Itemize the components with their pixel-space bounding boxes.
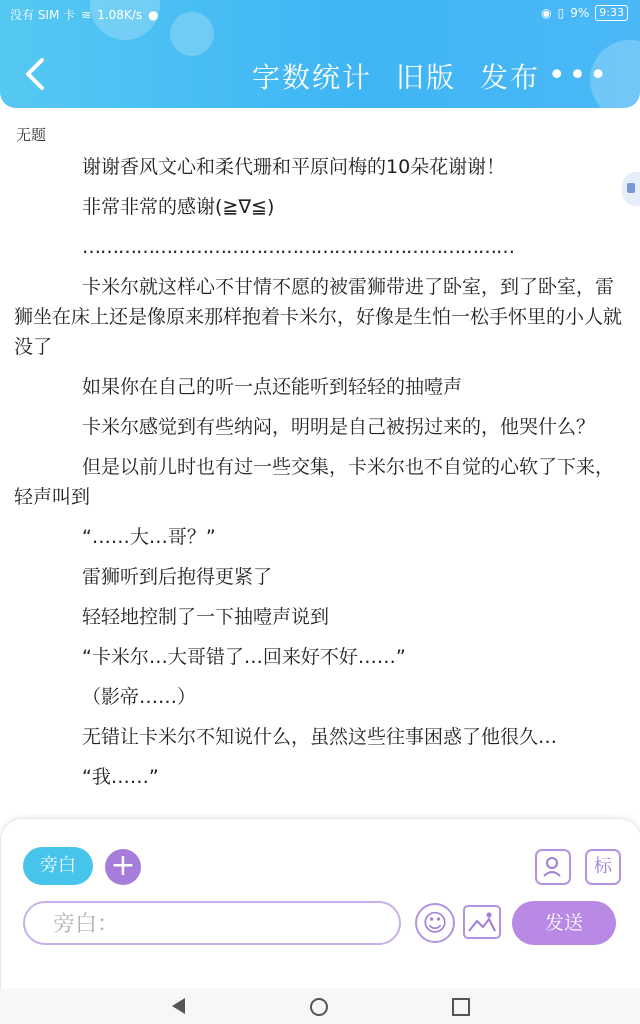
story-paragraph: 无错让卡米尔不知说什么，虽然这些往事困惑了他很久… <box>82 726 558 748</box>
send-button[interactable]: 发送 <box>512 901 616 945</box>
chevron-left-icon <box>18 54 52 94</box>
story-paragraph: 轻轻地控制了一下抽噎声说到 <box>82 606 330 628</box>
story-paragraph: 但是以前儿时也有过一些交集，卡米尔也不自觉的心软了下来，轻声叫到 <box>14 456 615 508</box>
doc-title[interactable]: 无题 <box>16 126 47 144</box>
story-paragraph: 非常非常的感谢(≧∇≦) <box>82 196 275 218</box>
nav-back-icon[interactable] <box>172 998 185 1014</box>
eye-icon: ◉ <box>541 6 552 20</box>
more-button[interactable]: ••• <box>547 58 610 93</box>
add-role-button[interactable]: + <box>105 849 141 885</box>
story-paragraph: 如果你在自己的听一点还能听到轻轻的抽噎声 <box>82 376 463 398</box>
header-actions <box>252 56 540 96</box>
story-paragraph: （影帝……） <box>82 686 197 708</box>
nav-recents-icon[interactable] <box>452 998 470 1016</box>
story-paragraph: 雷狮听到后抱得更紧了 <box>82 566 273 588</box>
narration-tag-button[interactable]: 旁白 <box>23 847 93 885</box>
story-paragraph: 卡米尔感觉到有些纳闷，明明是自己被拐过来的，他哭什么？ <box>82 416 596 438</box>
publish-button[interactable]: 发布 <box>479 61 540 94</box>
image-button[interactable] <box>463 905 501 939</box>
network-speed: 1.08K/s <box>97 7 143 22</box>
back-button[interactable] <box>18 54 52 94</box>
status-bar <box>0 0 640 26</box>
story-paragraph: 谢谢香风文心和柔代珊和平原问梅的10朵花谢谢！ <box>82 156 506 178</box>
top-header <box>0 0 640 108</box>
nav-home-icon[interactable] <box>310 998 328 1016</box>
vibrate-icon: ▯ <box>557 6 565 20</box>
composer-panel <box>0 818 640 998</box>
emoji-button[interactable]: ☺ <box>415 903 455 943</box>
word-count-button[interactable]: 字数统计 <box>251 61 372 94</box>
person-icon <box>537 851 569 883</box>
role-icon[interactable] <box>535 849 571 885</box>
story-paragraph: “卡米尔…大哥错了…回来好不好……” <box>82 646 406 668</box>
battery-time: 9:33 <box>595 5 628 21</box>
old-version-button[interactable]: 旧版 <box>395 61 456 94</box>
story-paragraph: ……………………………………………………………… <box>82 236 514 258</box>
message-input[interactable] <box>51 903 395 945</box>
mark-button[interactable]: 标 <box>585 849 621 885</box>
story-body[interactable] <box>14 152 626 802</box>
message-input-box[interactable] <box>23 901 401 945</box>
story-paragraph: “我……” <box>82 766 159 788</box>
wifi-icon: ≋ <box>81 7 92 22</box>
story-paragraph: “……大…哥？” <box>82 526 216 548</box>
story-paragraph: 卡米尔就这样心不甘情不愿的被雷狮带进了卧室，到了卧室，雷狮坐在床上还是像原来那样抱着卡米尔，好像是生怕一松手怀里的小人就没了 <box>14 276 623 358</box>
wechat-icon: ● <box>148 7 159 22</box>
image-icon <box>465 907 499 937</box>
carrier-text: 没有 SIM 卡 <box>10 8 76 22</box>
system-nav-bar <box>0 988 640 1024</box>
battery-percent: 9% <box>570 6 590 20</box>
